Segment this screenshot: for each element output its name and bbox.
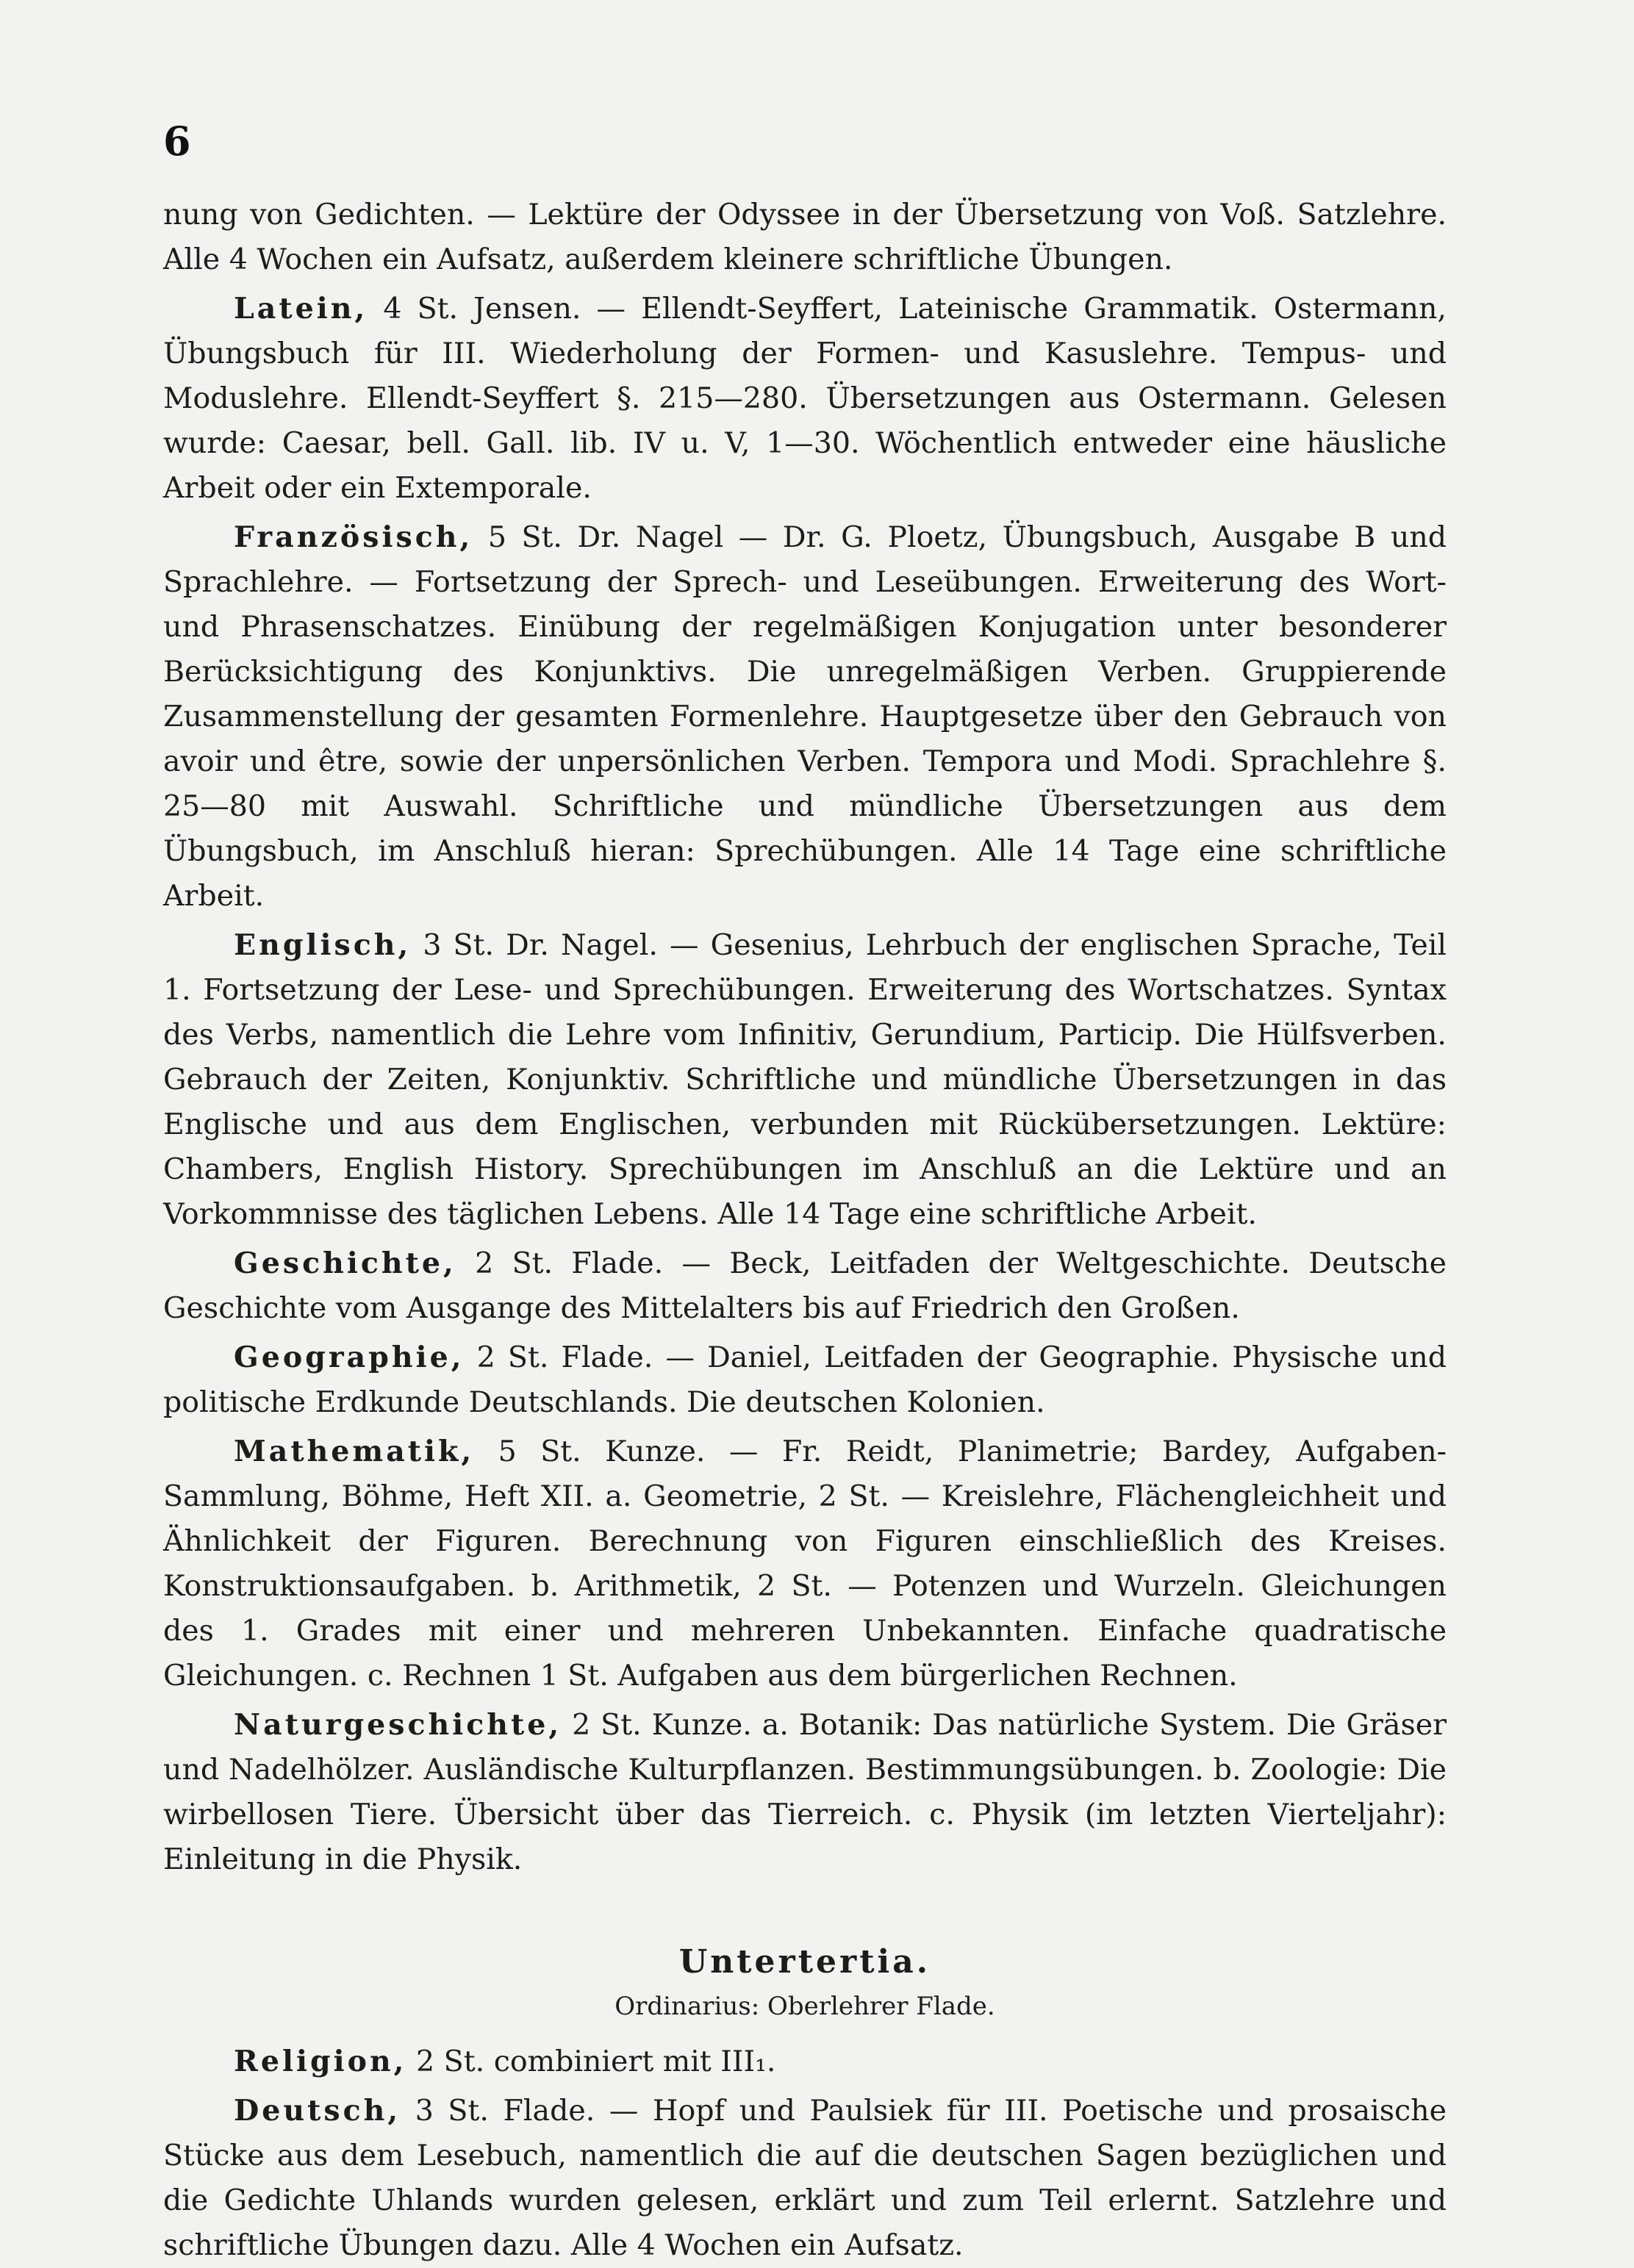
paragraph-text: 2 St. Kunze. a. Botanik: Das natürliche System. Die Gräser und Nadelhölzer. Ausländische Kulturpflanzen. Bestimmungsübungen. b. Zoologie: Die wirbellosen Tiere. Übersicht über das Tierreich. c. Physik (im letzten Vierteljahr): Einleitung in die Physik. [163, 1708, 1447, 1876]
paragraph-latein [163, 287, 1447, 511]
page-number: 6 [163, 118, 191, 165]
paragraph-deutsch [163, 2089, 1447, 2268]
paragraph-text: 2 St. Flade. — Beck, Leitfaden der Weltgeschichte. Deutsche Geschichte vom Ausgange des Mittelalters bis auf Friedrich den Großen. [163, 1246, 1447, 1325]
section-title: Untertertia. [678, 1943, 931, 1981]
subject-heading: Naturgeschichte, [234, 1708, 562, 1742]
paragraph-text: 5 St. Kunze. — Fr. Reidt, Planimetrie; Bardey, Aufgaben-Sammlung, Böhme, Heft XII. a. Geometrie, 2 St. — Kreislehre, Flächengleichheit und Ähnlichkeit der Figuren. Berechnung von Figuren einschließlich des Kreises. Konstruktionsaufgaben. b. Arithmetik, 2 St. — Potenzen und Wurzeln. Gleichungen des 1. Grades mit einer und mehreren Unbekannten. Einfache quadratische Gleichungen. c. Rechnen 1 St. Aufgaben aus dem bürgerlichen Rechnen. [163, 1435, 1447, 1693]
paragraph-geographie [163, 1335, 1447, 1425]
subject-heading: Mathematik, [234, 1435, 475, 1468]
paragraph-continuation [163, 193, 1447, 282]
paragraph-mathematik [163, 1429, 1447, 1698]
paragraph-englisch [163, 923, 1447, 1237]
paragraph-text: 4 St. Jensen. — Ellendt-Seyffert, Lateinische Grammatik. Ostermann, Übungsbuch für III. Wiederholung der Formen- und Kasuslehre. Tempus- und Moduslehre. Ellendt-Seyffert §. 215—280. Übersetzungen aus Ostermann. Gelesen wurde: Caesar, bell. Gall. lib. IV u. V, 1—30. Wöchentlich entweder eine häusliche Arbeit oder ein Extemporale. [163, 292, 1447, 505]
paragraph-text: 2 St. combiniert mit III₁. [406, 2045, 776, 2078]
subject-heading: Geschichte, [234, 1246, 456, 1280]
paragraph-religion [163, 2039, 1447, 2084]
subject-heading: Latein, [234, 292, 368, 326]
paragraph-franzoesisch [163, 515, 1447, 919]
paragraph-text: 2 St. Flade. — Daniel, Leitfaden der Geographie. Physische und politische Erdkunde Deutschlands. Die deutschen Kolonien. [163, 1341, 1447, 1419]
paragraph-text: 3 St. Dr. Nagel. — Gesenius, Lehrbuch der englischen Sprache, Teil 1. Fortsetzung der Lese- und Sprechübungen. Erweiterung des Wortschatzes. Syntax des Verbs, namentlich die Lehre vom Infinitiv, Gerundium, Particip. Die Hülfsverben. Gebrauch der Zeiten, Konjunktiv. Schriftliche und mündliche Übersetzungen in das Englische und aus dem Englischen, verbunden mit Rückübersetzungen. Lektüre: Chambers, English History. Sprechübungen im Anschluß an die Lektüre und an Vorkommnisse des täglichen Lebens. Alle 14 Tage eine schriftliche Arbeit. [163, 928, 1447, 1231]
subject-heading: Französisch, [234, 520, 473, 554]
subject-heading: Geographie, [234, 1341, 465, 1374]
paragraph-text: 3 St. Flade. — Hopf und Paulsiek für III. Poetische und prosaische Stücke aus dem Lesebuch, namentlich die auf die deutschen Sagen bezüglichen und die Gedichte Uhlands wurden gelesen, erklärt und zum Teil erlernt. Satzlehre und schriftliche Übungen dazu. Alle 4 Wochen ein Aufsatz. [163, 2094, 1447, 2262]
paragraph-geschichte [163, 1241, 1447, 1331]
paragraph-naturgeschichte [163, 1703, 1447, 1882]
body-text [163, 193, 1447, 2268]
subject-heading: Englisch, [234, 928, 412, 962]
paragraph-text: nung von Gedichten. — Lektüre der Odyssee in der Übersetzung von Voß. Satzlehre. Alle 4 Wochen ein Aufsatz, außerdem kleinere schriftliche Übungen. [163, 198, 1447, 276]
section-ordinarius: Ordinarius: Oberlehrer Flade. [614, 1992, 995, 2021]
subject-heading: Religion, [234, 2045, 407, 2078]
subject-heading: Deutsch, [234, 2094, 401, 2128]
paragraph-text: 5 St. Dr. Nagel — Dr. G. Ploetz, Übungsbuch, Ausgabe B und Sprachlehre. — Fortsetzung der Sprech- und Leseübungen. Erweiterung des Wort- und Phrasenschatzes. Einübung der regelmäßigen Konjugation unter besonderer Berücksichtigung des Konjunktivs. Die unregelmäßigen Verben. Gruppierende Zusammenstellung der gesamten Formenlehre. Hauptgesetze über den Gebrauch von avoir und être, sowie der unpersönlichen Verben. Tempora und Modi. Sprachlehre §. 25—80 mit Auswahl. Schriftliche und mündliche Übersetzungen aus dem Übungsbuch, im Anschluß hieran: Sprechübungen. Alle 14 Tage eine schriftliche Arbeit. [163, 520, 1447, 913]
